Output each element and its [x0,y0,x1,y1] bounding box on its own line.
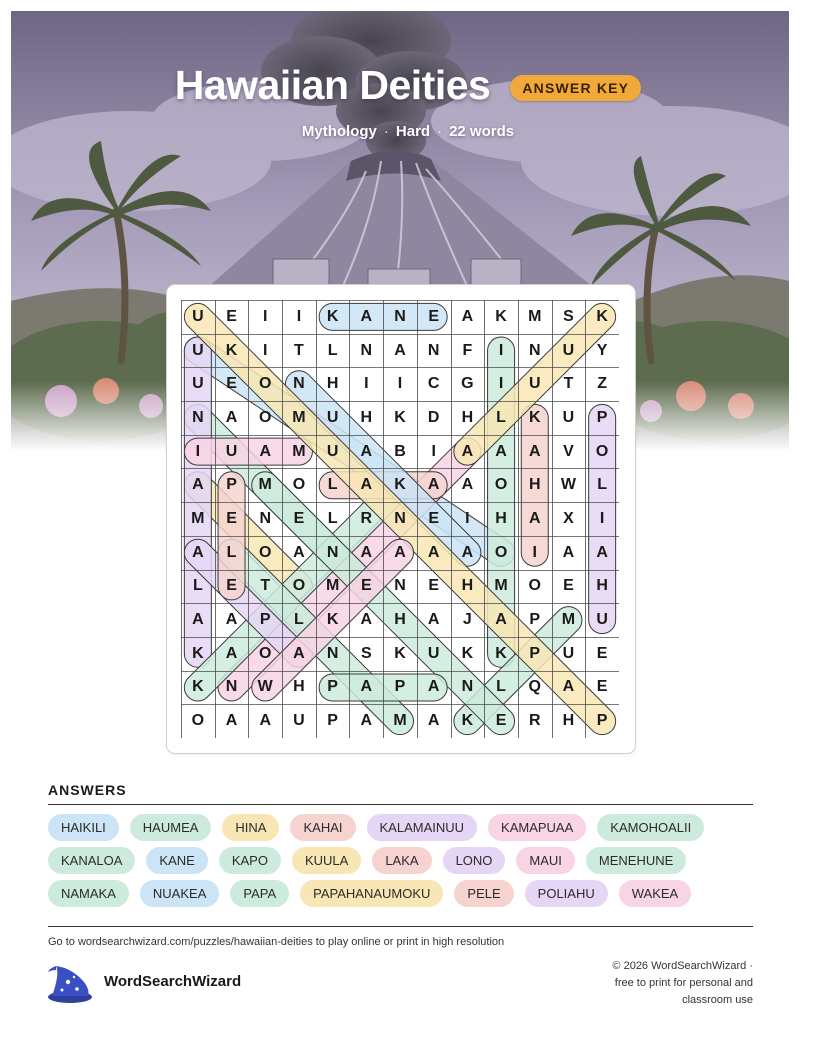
grid-cell: Q [528,678,541,696]
grid-cell: E [428,307,440,325]
grid-cell: E [428,577,440,595]
grid-cell: O [494,476,508,494]
grid-cell: A [360,476,373,494]
separator-dot: · [437,123,443,140]
grid-cell: V [563,442,574,460]
wizard-hat-icon [46,962,94,1009]
answer-pill: HINA [222,814,279,841]
grid-cell: L [226,543,237,561]
grid-cell: T [294,341,304,359]
answer-list [48,814,758,913]
grid-cell: O [292,577,306,595]
copyright-line: classroom use [682,994,753,1006]
grid-cell: A [360,307,373,325]
brand-name: WordSearchWizard [104,973,242,990]
grid-cell: H [495,509,507,527]
grid-cell: C [427,375,440,393]
answer-pill: HAIKILI [48,814,119,841]
grid-cell: K [495,644,507,662]
grid-cell: O [191,712,205,730]
grid-cell: I [296,307,302,325]
grid-cell: A [225,408,238,426]
divider [48,804,753,805]
grid-cell: P [226,476,237,494]
grid-cell: A [293,543,305,561]
grid-cell: K [394,408,406,426]
footer-link-text: Go to wordsearchwizard.com/puzzles/hawaiian-deities to play online or print in high resolution [48,936,505,948]
grid-cell: A [192,611,204,629]
grid-cell: L [496,408,506,426]
answer-pill: KALAMAINUU [367,814,478,841]
grid-cell: O [258,408,272,426]
grid-cell: I [498,375,504,393]
grid-cell: A [360,442,373,460]
grid-cell: A [225,611,238,629]
grid-cell: L [496,678,506,696]
grid-cell: O [595,442,609,460]
answer-pill: NUAKEA [140,880,219,907]
grid-cell: O [258,644,272,662]
grid-cell: A [461,442,474,460]
answer-pill: PELE [454,880,513,907]
grid-cell: N [225,678,238,696]
grid-cell: B [394,442,406,460]
grid-cell: H [461,577,474,595]
grid-cell: R [528,712,541,730]
grid-cell: O [258,543,272,561]
grid-cell: I [498,341,504,359]
answer-pill: KANALOA [48,847,135,874]
grid-cell: K [192,644,204,662]
answer-pill: KAMAPUAA [488,814,586,841]
grid-cell: U [427,644,440,662]
grid-cell: M [325,577,340,595]
grid-cell: W [257,678,273,696]
grid-cell: K [461,644,474,662]
grid-cell: E [360,577,372,595]
grid-cell: L [597,476,608,494]
answer-pill: LONO [443,847,506,874]
answer-pill: KAHAI [290,814,355,841]
grid-cell: U [192,307,204,325]
grid-cell: N [394,307,406,325]
grid-cell: A [461,307,474,325]
grid-cell: L [294,611,304,629]
grid-cell: A [360,712,373,730]
grid-cell: A [427,476,440,494]
grid-cell: F [462,341,473,359]
grid-cell: S [360,644,372,662]
answer-pill: NAMAKA [48,880,129,907]
copyright-line: free to print for personal and [614,977,753,989]
grid-cell: A [293,644,305,662]
grid-cell: U [528,375,541,393]
answer-key-badge: ANSWER KEY [510,75,641,101]
grid-cell: A [427,678,440,696]
grid-cell: E [596,644,608,662]
grid-cell: E [563,577,574,595]
grid-cell: L [192,577,203,595]
grid-cell: N [360,341,373,359]
grid-cell: H [461,408,474,426]
grid-cell: X [563,509,574,527]
grid-cell: R [360,509,373,527]
answer-pill: MAUI [516,847,575,874]
grid-cell: K [326,307,339,325]
grid-cell: M [191,509,205,527]
grid-cell: P [394,678,406,696]
grid-cell: N [326,543,339,561]
answer-pill: KANE [146,847,207,874]
grid-cell: E [226,375,237,393]
grid-cell: Z [597,375,608,393]
difficulty-label: Hard [395,123,431,140]
grid-cell: P [529,644,541,662]
answer-pill: KAMOHOALII [597,814,704,841]
grid-cell: H [562,712,575,730]
answer-pill: LAKA [372,847,431,874]
grid-cell: I [364,375,369,393]
grid-cell: U [293,712,305,730]
grid-cell: N [427,341,440,359]
grid-cell: E [226,509,237,527]
grid-cell: P [596,712,608,730]
grid-cell: N [461,678,474,696]
grid-cell: A [394,341,406,359]
grid-cell: L [327,476,338,494]
grid-cell: O [494,543,508,561]
divider [48,926,753,927]
copyright-text [553,958,753,1009]
grid-cell: N [394,577,406,595]
grid-cell: I [397,375,403,393]
grid-cell: L [327,509,338,527]
grid-cell: J [462,611,472,629]
grid-cell: U [562,644,575,662]
grid-cell: P [259,611,271,629]
grid-cell: O [528,577,541,595]
grid-cell: H [293,678,305,696]
answer-row [48,880,758,907]
grid-cell: U [326,408,339,426]
copyright-line: © 2026 WordSearchWizard · [612,960,753,972]
grid-cell: M [528,307,542,325]
grid-cell: A [427,611,440,629]
grid-cell: N [259,509,271,527]
grid-cell: W [560,476,576,494]
grid-cell: E [428,509,440,527]
grid-cell: L [327,341,338,359]
answer-pill: KUULA [292,847,361,874]
grid-cell: A [259,712,271,730]
grid-cell: E [596,678,608,696]
grid-cell: P [596,408,608,426]
grid-cell: U [326,442,339,460]
grid-cell: H [326,375,339,393]
puzzle-meta [0,123,816,140]
grid-cell: K [394,476,406,494]
grid-cell: P [327,678,338,696]
grid-cell: I [599,509,605,527]
grid-cell: P [529,611,541,629]
grid-cell: M [494,577,508,595]
grid-cell: M [561,611,576,629]
grid-cells [181,300,619,738]
separator-dot: · [383,123,389,140]
grid-cell: M [258,476,272,494]
grid-cell: A [192,476,204,494]
grid-cell: K [528,408,541,426]
title-row [0,62,816,109]
grid-cell: A [225,712,238,730]
grid-cell: K [192,678,204,696]
grid-cell: N [293,375,305,393]
grid-cell: A [596,543,608,561]
grid-cell: O [292,476,306,494]
answer-pill: PAPA [230,880,289,907]
grid-cell: H [360,408,373,426]
grid-cell: A [495,442,507,460]
grid-cell: A [528,509,541,527]
grid-cell: A [427,712,440,730]
word-count-label: 22 words [449,123,515,140]
answer-pill: PAPAHANAUMOKU [300,880,443,907]
grid-cell: P [327,712,338,730]
grid-cell: A [427,543,440,561]
grid-cell: H [394,611,406,629]
grid-cell: E [226,577,237,595]
grid-cell: I [431,442,436,460]
grid-cell: K [326,611,339,629]
grid-cell: O [258,375,272,393]
grid-cell: A [360,543,373,561]
grid-cell: A [394,543,406,561]
grid-cell: D [427,408,440,426]
grid-cell: N [394,509,406,527]
grid-cell: U [562,341,575,359]
grid-cell: A [562,678,575,696]
answer-pill: POLIAHU [525,880,608,907]
grid-cell: A [225,644,238,662]
grid-cell: K [495,307,507,325]
grid-cell: A [495,611,507,629]
answer-row [48,847,758,874]
grid-cell: I [532,543,537,561]
grid-cell: T [563,375,574,393]
answer-pill: HAUMEA [130,814,212,841]
grid-cell: U [225,442,238,460]
grid-cell: U [192,341,204,359]
grid-cell: G [461,375,474,393]
grid-cell: I [262,341,268,359]
word-search-grid [181,300,619,738]
grid-cell: I [262,307,268,325]
answer-pill: KAPO [219,847,281,874]
answer-pill: WAKEA [619,880,691,907]
grid-cell: E [226,307,237,325]
grid-cell: U [192,375,204,393]
grid-cell: H [528,476,541,494]
grid-cell: A [360,678,373,696]
page-title: Hawaiian Deities [174,62,491,108]
category-label: Mythology [301,123,377,140]
answer-row [48,814,758,841]
grid-cell: A [192,543,204,561]
grid-cell: A [461,543,474,561]
grid-cell: E [293,509,305,527]
grid-cell: A [461,476,474,494]
grid-cell: T [260,577,271,595]
grid-cell: H [596,577,608,595]
grid-cell: K [596,307,608,325]
answers-heading: ANSWERS [48,782,127,798]
grid-cell: S [563,307,574,325]
grid-cell: K [225,341,238,359]
grid-cell: N [192,408,204,426]
answer-pill: MENEHUNE [586,847,686,874]
grid-cell: A [528,442,541,460]
grid-cell: A [259,442,271,460]
grid-cell: M [292,408,306,426]
grid-cell: U [596,611,608,629]
grid-cell: I [465,509,470,527]
grid-cell: K [461,712,474,730]
grid-cell: M [393,712,407,730]
grid-cell: I [195,442,201,460]
grid-cell: Y [596,341,608,359]
grid-cell: A [360,611,373,629]
grid-cell: K [394,644,406,662]
grid-cell: U [562,408,575,426]
grid-cell: M [292,442,306,460]
grid-cell: A [562,543,575,561]
grid-cell: E [495,712,507,730]
grid-cell: N [528,341,541,359]
grid-cell: N [326,644,339,662]
